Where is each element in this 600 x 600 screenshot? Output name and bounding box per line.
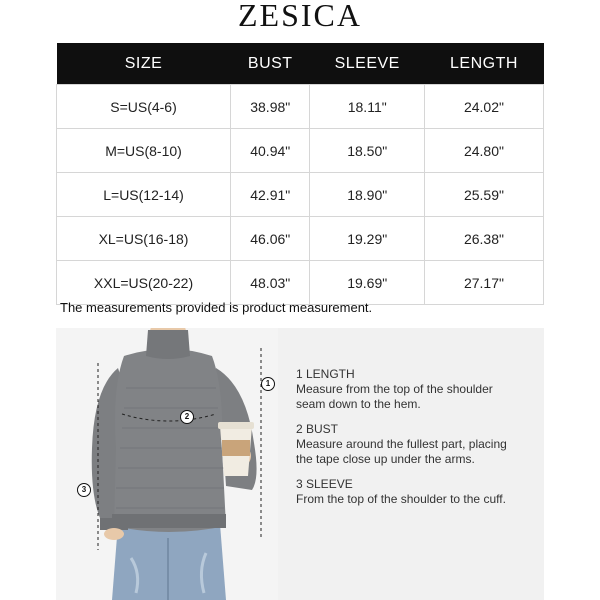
cell-bust: 42.91" bbox=[231, 173, 310, 217]
instruction-sleeve bbox=[296, 477, 506, 507]
marker-sleeve: 3 bbox=[77, 483, 91, 497]
table-row bbox=[57, 217, 544, 261]
cell-length: 24.80" bbox=[424, 129, 543, 173]
instruction-bust bbox=[296, 422, 507, 467]
cell-size: XXL=US(20-22) bbox=[57, 261, 231, 305]
cell-size: L=US(12-14) bbox=[57, 173, 231, 217]
table-header-row bbox=[57, 43, 544, 85]
cell-sleeve: 18.50" bbox=[310, 129, 425, 173]
measurement-note: The measurements provided is product measurement. bbox=[60, 300, 373, 315]
table-row bbox=[57, 85, 544, 129]
product-photo bbox=[56, 328, 278, 600]
instruction-line: From the top of the shoulder to the cuff. bbox=[296, 492, 506, 506]
header-sleeve: SLEEVE bbox=[310, 43, 425, 85]
cell-sleeve: 18.11" bbox=[310, 85, 425, 129]
cell-bust: 38.98" bbox=[231, 85, 310, 129]
cell-bust: 40.94" bbox=[231, 129, 310, 173]
cell-bust: 46.06" bbox=[231, 217, 310, 261]
marker-length: 1 bbox=[261, 377, 275, 391]
header-length: LENGTH bbox=[424, 43, 543, 85]
instruction-line: Measure around the fullest part, placing bbox=[296, 437, 507, 451]
brand-logo: ZESICA bbox=[238, 0, 362, 33]
cell-length: 24.02" bbox=[424, 85, 543, 129]
instruction-title: 2 BUST bbox=[296, 422, 339, 436]
cell-length: 27.17" bbox=[424, 261, 543, 305]
marker-bust: 2 bbox=[180, 410, 194, 424]
instruction-line: the tape close up under the arms. bbox=[296, 452, 475, 466]
cell-size: S=US(4-6) bbox=[57, 85, 231, 129]
cell-size: M=US(8-10) bbox=[57, 129, 231, 173]
instruction-length bbox=[296, 367, 493, 412]
table-row bbox=[57, 261, 544, 305]
cell-length: 26.38" bbox=[424, 217, 543, 261]
instruction-line: seam down to the hem. bbox=[296, 397, 421, 411]
cell-sleeve: 18.90" bbox=[310, 173, 425, 217]
size-chart-table bbox=[56, 43, 544, 305]
cell-length: 25.59" bbox=[424, 173, 543, 217]
table-row bbox=[57, 173, 544, 217]
cell-sleeve: 19.69" bbox=[310, 261, 425, 305]
instructions-panel bbox=[278, 328, 544, 600]
cell-sleeve: 19.29" bbox=[310, 217, 425, 261]
header-size: SIZE bbox=[57, 43, 231, 85]
instruction-title: 3 SLEEVE bbox=[296, 477, 353, 491]
instruction-line: Measure from the top of the shoulder bbox=[296, 382, 493, 396]
cell-size: XL=US(16-18) bbox=[57, 217, 231, 261]
header-bust: BUST bbox=[231, 43, 310, 85]
table-row bbox=[57, 129, 544, 173]
cell-bust: 48.03" bbox=[231, 261, 310, 305]
sweater-illustration bbox=[56, 328, 278, 600]
instruction-title: 1 LENGTH bbox=[296, 367, 355, 381]
